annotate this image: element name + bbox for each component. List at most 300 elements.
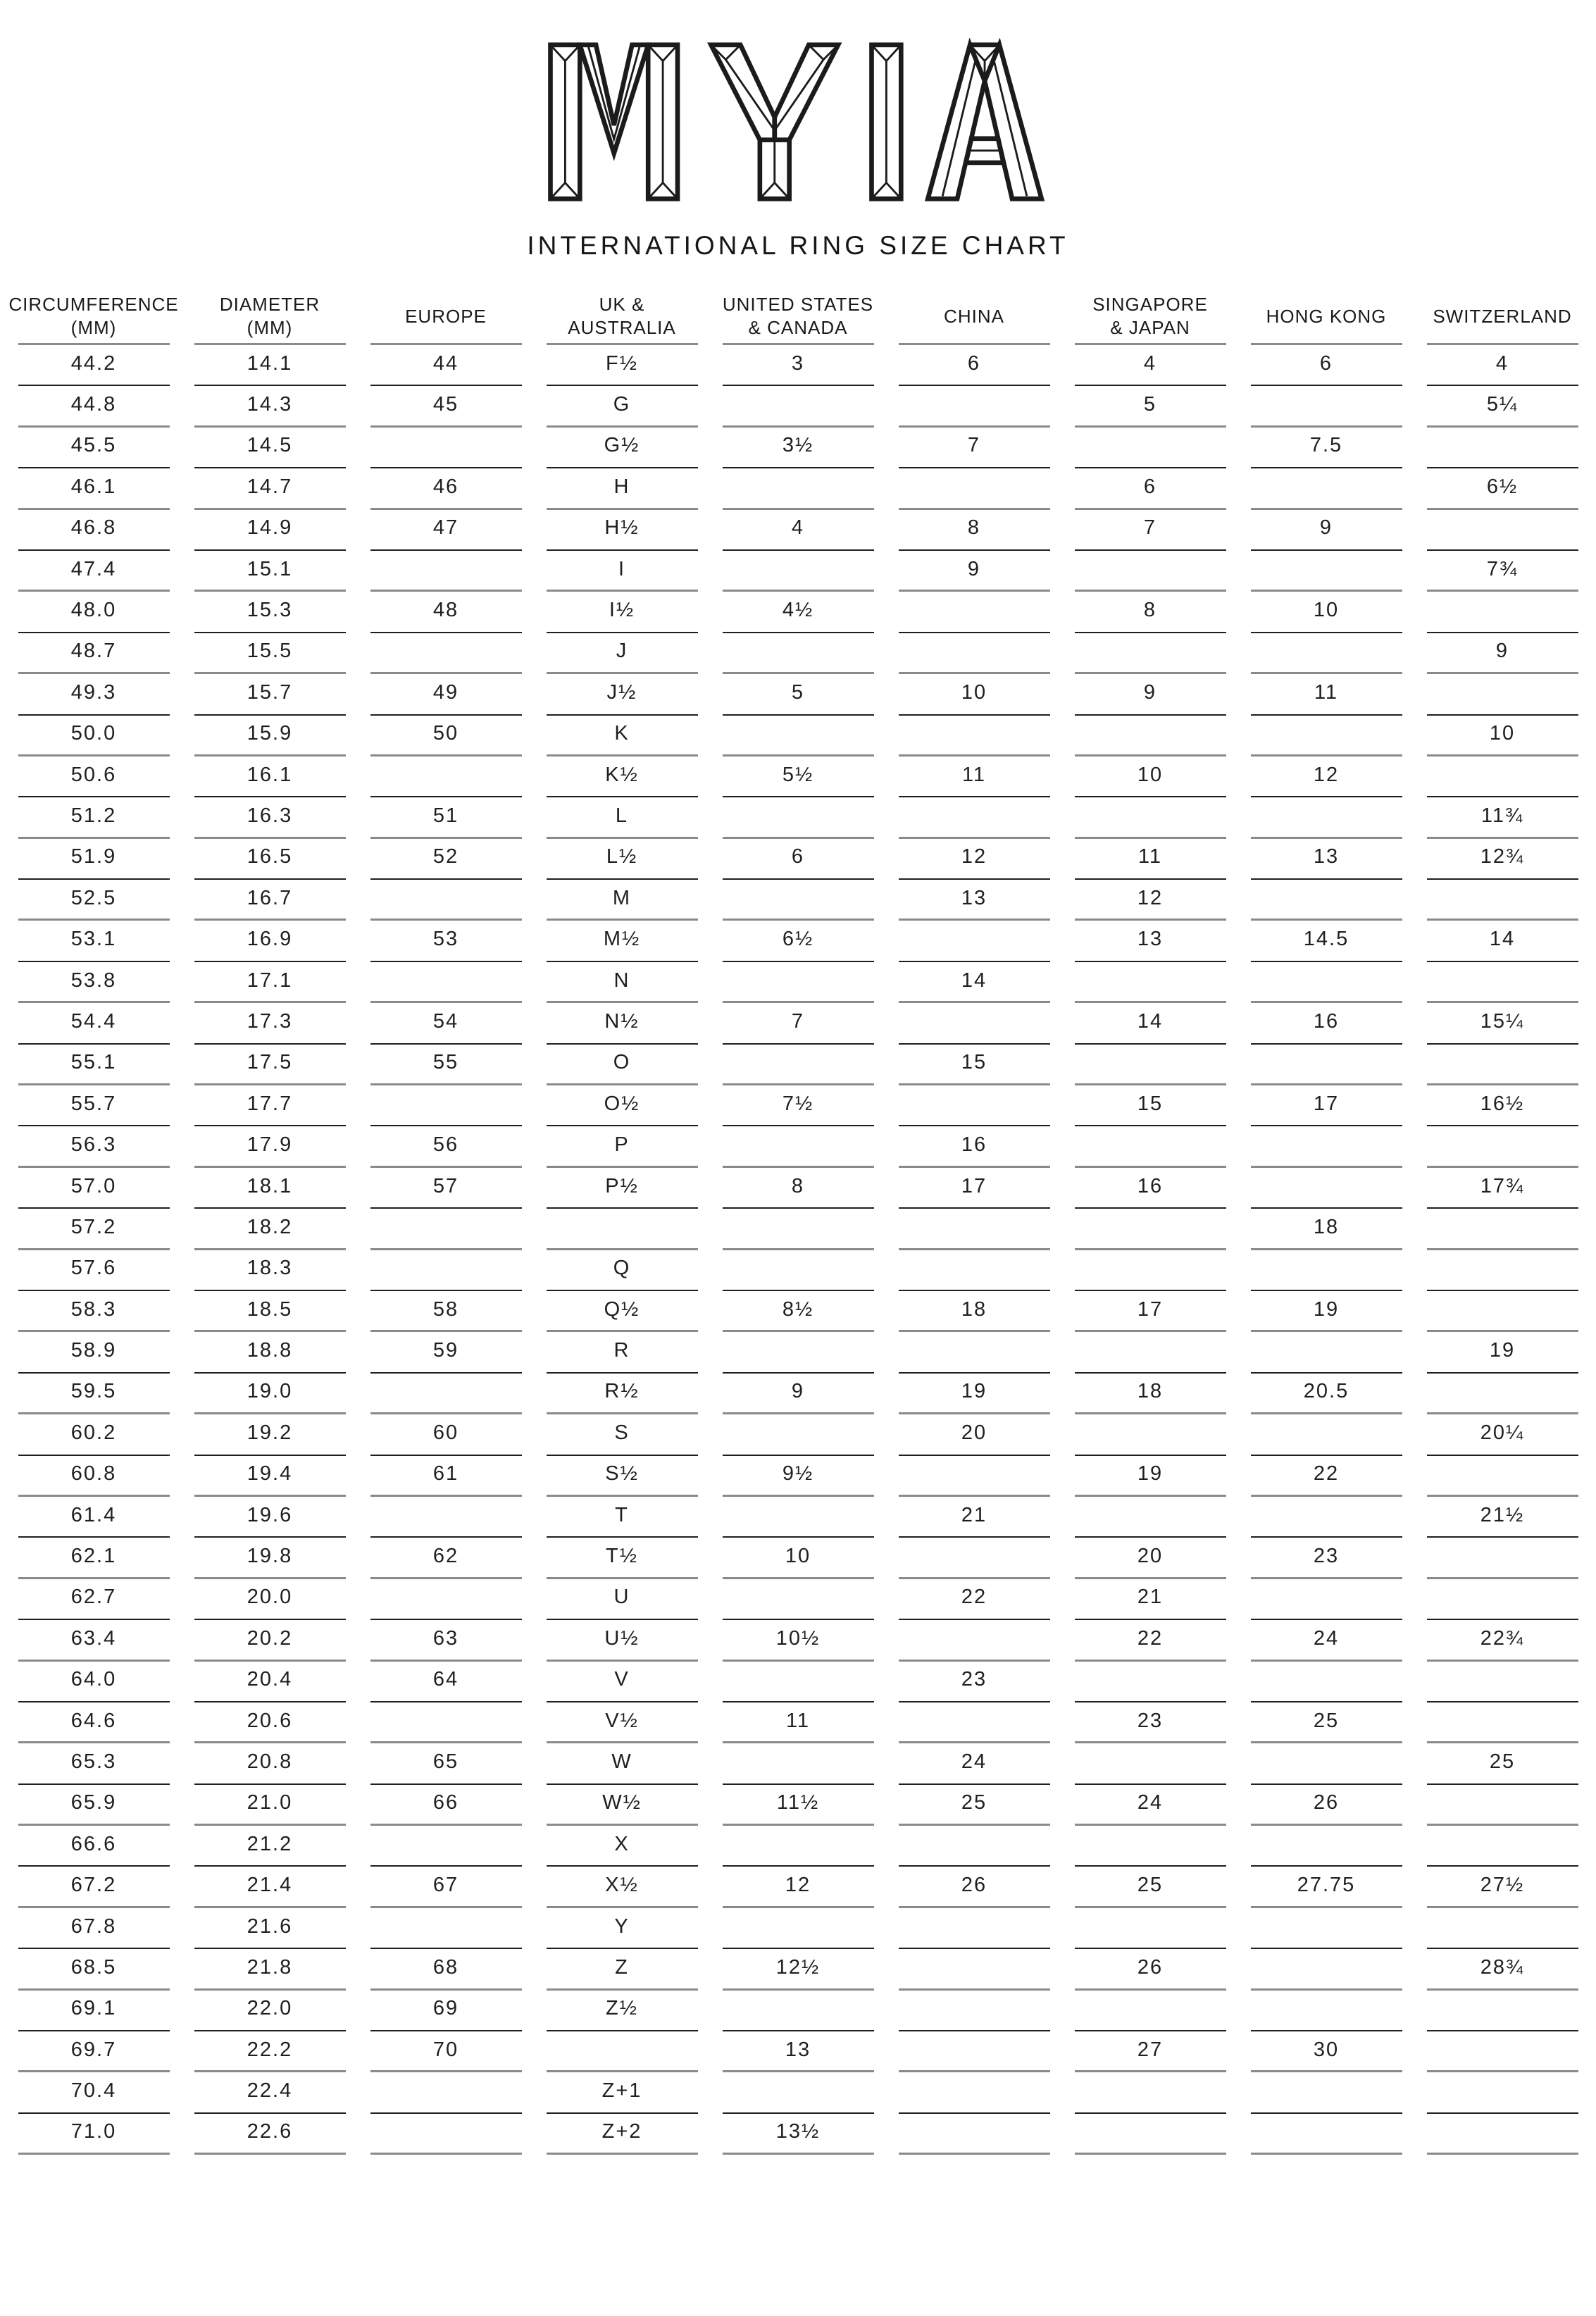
table-row [6,1867,1590,1907]
cell-circumference: 58.9 [6,1332,182,1373]
cell-us-canada: 10½ [710,1620,886,1661]
cell-diameter: 16.5 [182,839,358,880]
cell-europe: 47 [358,510,534,551]
cell-singapore-japan [1062,551,1238,592]
column-header-china [886,287,1062,345]
table-header-row [6,287,1590,345]
table-row [6,716,1590,757]
cell-switzerland: 7¾ [1414,551,1590,592]
cell-us-canada [710,1497,886,1538]
cell-singapore-japan [1062,1332,1238,1373]
cell-diameter: 20.0 [182,1579,358,1620]
cell-hong-kong [1238,1045,1414,1085]
cell-singapore-japan: 4 [1062,345,1238,386]
cell-circumference: 65.9 [6,1785,182,1826]
cell-uk-australia: H [534,468,710,509]
cell-switzerland [1414,2072,1590,2113]
cell-us-canada: 13½ [710,2114,886,2155]
cell-hong-kong [1238,1662,1414,1702]
cell-china: 14 [886,962,1062,1003]
cell-uk-australia: T [534,1497,710,1538]
cell-switzerland: 12¾ [1414,839,1590,880]
cell-singapore-japan [1062,716,1238,757]
table-row [6,1949,1590,1990]
cell-us-canada: 6½ [710,921,886,961]
cell-circumference: 65.3 [6,1743,182,1784]
cell-us-canada: 13 [710,2031,886,2072]
cell-hong-kong: 30 [1238,2031,1414,2072]
cell-switzerland: 5¼ [1414,386,1590,427]
table-row [6,510,1590,551]
cell-china [886,1949,1062,1990]
cell-switzerland [1414,1702,1590,1743]
cell-singapore-japan [1062,633,1238,674]
cell-circumference: 57.6 [6,1250,182,1291]
table-row [6,674,1590,715]
cell-hong-kong: 17 [1238,1085,1414,1126]
cell-switzerland: 6½ [1414,468,1590,509]
cell-diameter: 19.8 [182,1538,358,1579]
table-row [6,2031,1590,2072]
cell-switzerland [1414,2114,1590,2155]
cell-singapore-japan [1062,1908,1238,1949]
cell-uk-australia: Q [534,1250,710,1291]
cell-circumference: 63.4 [6,1620,182,1661]
cell-hong-kong: 19 [1238,1291,1414,1332]
cell-switzerland [1414,1250,1590,1291]
cell-switzerland [1414,1456,1590,1497]
cell-circumference: 53.1 [6,921,182,961]
cell-china: 20 [886,1414,1062,1455]
cell-europe: 52 [358,839,534,880]
cell-diameter: 15.5 [182,633,358,674]
cell-europe: 68 [358,1949,534,1990]
cell-china [886,1003,1062,1044]
cell-switzerland [1414,757,1590,797]
cell-uk-australia [534,1209,710,1250]
cell-switzerland: 27½ [1414,1867,1590,1907]
cell-europe: 46 [358,468,534,509]
cell-hong-kong [1238,1908,1414,1949]
cell-circumference: 71.0 [6,2114,182,2155]
cell-circumference: 49.3 [6,674,182,715]
cell-china [886,1620,1062,1661]
cell-europe: 54 [358,1003,534,1044]
cell-singapore-japan: 19 [1062,1456,1238,1497]
cell-us-canada [710,1414,886,1455]
cell-hong-kong: 22 [1238,1456,1414,1497]
page-title: INTERNATIONAL RING SIZE CHART [527,231,1069,260]
cell-us-canada: 4½ [710,592,886,633]
cell-china: 8 [886,510,1062,551]
cell-uk-australia: G½ [534,428,710,468]
cell-singapore-japan: 27 [1062,2031,1238,2072]
cell-diameter: 21.6 [182,1908,358,1949]
column-header-line: SINGAPORE [1092,294,1208,315]
cell-hong-kong: 6 [1238,345,1414,386]
table-row [6,1908,1590,1949]
cell-diameter: 14.5 [182,428,358,468]
cell-circumference: 69.1 [6,1991,182,2031]
cell-switzerland: 10 [1414,716,1590,757]
cell-uk-australia: M [534,880,710,921]
column-header-switzerland [1414,287,1590,345]
cell-china: 19 [886,1374,1062,1414]
column-header-line: (MM) [70,317,117,338]
cell-switzerland [1414,428,1590,468]
cell-switzerland: 11¾ [1414,797,1590,838]
cell-uk-australia: V [534,1662,710,1702]
cell-singapore-japan: 13 [1062,921,1238,961]
cell-diameter: 18.8 [182,1332,358,1373]
cell-diameter: 16.9 [182,921,358,961]
cell-europe: 60 [358,1414,534,1455]
cell-hong-kong [1238,1991,1414,2031]
cell-singapore-japan: 9 [1062,674,1238,715]
cell-circumference: 57.2 [6,1209,182,1250]
cell-us-canada [710,1209,886,1250]
cell-hong-kong: 16 [1238,1003,1414,1044]
cell-us-canada: 12 [710,1867,886,1907]
cell-hong-kong [1238,2114,1414,2155]
cell-uk-australia: Z½ [534,1991,710,2031]
cell-switzerland [1414,1538,1590,1579]
cell-china: 9 [886,551,1062,592]
logo-letter-i [872,45,902,199]
cell-diameter: 17.7 [182,1085,358,1126]
cell-uk-australia: U [534,1579,710,1620]
cell-hong-kong: 11 [1238,674,1414,715]
cell-uk-australia: X [534,1826,710,1867]
cell-us-canada: 10 [710,1538,886,1579]
cell-diameter: 18.2 [182,1209,358,1250]
cell-singapore-japan: 26 [1062,1949,1238,1990]
cell-europe [358,2114,534,2155]
table-row [6,797,1590,838]
cell-switzerland: 22¾ [1414,1620,1590,1661]
table-row [6,2114,1590,2155]
cell-us-canada [710,1743,886,1784]
cell-diameter: 21.0 [182,1785,358,1826]
cell-europe: 49 [358,674,534,715]
cell-switzerland [1414,510,1590,551]
column-header-line: UNITED STATES [722,294,874,315]
table-row [6,1743,1590,1784]
cell-us-canada: 4 [710,510,886,551]
cell-china [886,797,1062,838]
cell-china [886,1826,1062,1867]
column-header-line: & JAPAN [1110,317,1190,338]
cell-diameter: 15.9 [182,716,358,757]
cell-uk-australia: O½ [534,1085,710,1126]
cell-us-canada [710,1662,886,1702]
cell-circumference: 50.0 [6,716,182,757]
cell-singapore-japan: 14 [1062,1003,1238,1044]
cell-china [886,468,1062,509]
cell-singapore-japan [1062,1826,1238,1867]
cell-switzerland [1414,592,1590,633]
cell-circumference: 67.2 [6,1867,182,1907]
cell-singapore-japan [1062,1045,1238,1085]
cell-circumference: 62.7 [6,1579,182,1620]
cell-hong-kong: 14.5 [1238,921,1414,961]
cell-europe: 44 [358,345,534,386]
cell-uk-australia: Q½ [534,1291,710,1332]
cell-europe: 59 [358,1332,534,1373]
cell-china [886,386,1062,427]
column-header-line: CIRCUMFERENCE [8,294,179,315]
cell-us-canada: 11 [710,1702,886,1743]
cell-singapore-japan: 24 [1062,1785,1238,1826]
cell-china [886,592,1062,633]
table-row [6,1126,1590,1167]
cell-china [886,1209,1062,1250]
cell-diameter: 20.4 [182,1662,358,1702]
cell-europe: 55 [358,1045,534,1085]
cell-china [886,1538,1062,1579]
cell-diameter: 20.2 [182,1620,358,1661]
cell-diameter: 16.7 [182,880,358,921]
table-row [6,1168,1590,1209]
cell-us-canada [710,1332,886,1373]
table-row [6,1456,1590,1497]
cell-switzerland: 19 [1414,1332,1590,1373]
cell-switzerland [1414,1785,1590,1826]
cell-hong-kong [1238,1126,1414,1167]
cell-europe: 51 [358,797,534,838]
cell-china [886,1085,1062,1126]
column-header-line: SWITZERLAND [1433,305,1572,327]
cell-china [886,1456,1062,1497]
table-row [6,1538,1590,1579]
cell-diameter: 19.4 [182,1456,358,1497]
cell-china: 15 [886,1045,1062,1085]
cell-diameter: 21.8 [182,1949,358,1990]
cell-switzerland [1414,962,1590,1003]
cell-diameter: 19.2 [182,1414,358,1455]
cell-circumference: 44.8 [6,386,182,427]
cell-diameter: 16.3 [182,797,358,838]
cell-us-canada: 9 [710,1374,886,1414]
cell-circumference: 48.7 [6,633,182,674]
cell-china: 21 [886,1497,1062,1538]
cell-singapore-japan [1062,1414,1238,1455]
cell-europe [358,1085,534,1126]
cell-singapore-japan: 22 [1062,1620,1238,1661]
table-row [6,386,1590,427]
column-header-line: AUSTRALIA [568,317,676,338]
cell-diameter: 22.4 [182,2072,358,2113]
cell-us-canada: 5½ [710,757,886,797]
cell-hong-kong: 23 [1238,1538,1414,1579]
cell-switzerland: 21½ [1414,1497,1590,1538]
cell-singapore-japan: 12 [1062,880,1238,921]
column-header-singapore-japan [1062,287,1238,345]
cell-circumference: 62.1 [6,1538,182,1579]
column-header-circumference [6,287,182,345]
cell-circumference: 52.5 [6,880,182,921]
cell-circumference: 53.8 [6,962,182,1003]
cell-diameter: 17.3 [182,1003,358,1044]
cell-uk-australia: S [534,1414,710,1455]
column-header-line: HONG KONG [1266,305,1387,327]
cell-hong-kong [1238,1250,1414,1291]
cell-uk-australia: L [534,797,710,838]
cell-circumference: 66.6 [6,1826,182,1867]
table-row [6,551,1590,592]
column-header-hong-kong [1238,287,1414,345]
cell-hong-kong: 7.5 [1238,428,1414,468]
cell-diameter: 22.2 [182,2031,358,2072]
cell-singapore-japan: 25 [1062,1867,1238,1907]
cell-switzerland [1414,1374,1590,1414]
cell-hong-kong [1238,1168,1414,1209]
cell-uk-australia: K½ [534,757,710,797]
cell-uk-australia: N [534,962,710,1003]
cell-switzerland [1414,1209,1590,1250]
cell-us-canada: 11½ [710,1785,886,1826]
cell-china [886,633,1062,674]
table-row [6,962,1590,1003]
table-row [6,1045,1590,1085]
cell-china [886,716,1062,757]
cell-singapore-japan: 7 [1062,510,1238,551]
cell-singapore-japan: 15 [1062,1085,1238,1126]
cell-europe [358,1702,534,1743]
cell-europe: 53 [358,921,534,961]
cell-hong-kong [1238,1414,1414,1455]
cell-us-canada [710,1908,886,1949]
cell-hong-kong: 10 [1238,592,1414,633]
column-header-line: DIAMETER [219,294,320,315]
cell-hong-kong [1238,962,1414,1003]
cell-uk-australia: O [534,1045,710,1085]
cell-europe [358,1374,534,1414]
cell-us-canada: 6 [710,839,886,880]
cell-china [886,2031,1062,2072]
cell-europe: 64 [358,1662,534,1702]
cell-china: 25 [886,1785,1062,1826]
cell-europe [358,880,534,921]
cell-us-canada: 5 [710,674,886,715]
cell-uk-australia: P [534,1126,710,1167]
cell-singapore-japan [1062,2072,1238,2113]
cell-hong-kong: 13 [1238,839,1414,880]
cell-diameter: 16.1 [182,757,358,797]
cell-us-canada: 8½ [710,1291,886,1332]
cell-europe [358,633,534,674]
cell-circumference: 45.5 [6,428,182,468]
table-row [6,880,1590,921]
cell-uk-australia: J [534,633,710,674]
cell-us-canada: 12½ [710,1949,886,1990]
cell-europe [358,551,534,592]
cell-singapore-japan [1062,1991,1238,2031]
cell-circumference: 60.2 [6,1414,182,1455]
cell-circumference: 51.2 [6,797,182,838]
cell-switzerland [1414,1908,1590,1949]
cell-us-canada [710,551,886,592]
cell-switzerland: 14 [1414,921,1590,961]
column-header-line: CHINA [944,305,1004,327]
cell-uk-australia: L½ [534,839,710,880]
cell-switzerland [1414,674,1590,715]
cell-uk-australia: K [534,716,710,757]
table-row [6,468,1590,509]
cell-hong-kong: 24 [1238,1620,1414,1661]
cell-singapore-japan: 17 [1062,1291,1238,1332]
cell-switzerland [1414,880,1590,921]
cell-uk-australia: J½ [534,674,710,715]
cell-hong-kong: 12 [1238,757,1414,797]
cell-singapore-japan [1062,962,1238,1003]
table-row [6,1662,1590,1702]
cell-europe: 63 [358,1620,534,1661]
cell-switzerland: 20¼ [1414,1414,1590,1455]
cell-diameter: 21.2 [182,1826,358,1867]
cell-china [886,2072,1062,2113]
cell-hong-kong [1238,551,1414,592]
cell-singapore-japan [1062,1250,1238,1291]
cell-uk-australia: V½ [534,1702,710,1743]
cell-circumference: 54.4 [6,1003,182,1044]
cell-singapore-japan: 10 [1062,757,1238,797]
cell-circumference: 48.0 [6,592,182,633]
cell-us-canada [710,1250,886,1291]
cell-diameter: 17.5 [182,1045,358,1085]
cell-uk-australia: I [534,551,710,592]
cell-europe [358,1497,534,1538]
cell-circumference: 64.0 [6,1662,182,1702]
cell-singapore-japan [1062,797,1238,838]
cell-switzerland [1414,1826,1590,1867]
column-header-diameter [182,287,358,345]
table-row [6,1702,1590,1743]
cell-diameter: 22.6 [182,2114,358,2155]
table-row [6,1414,1590,1455]
cell-europe [358,428,534,468]
cell-europe [358,1908,534,1949]
cell-china [886,921,1062,961]
cell-us-canada: 3 [710,345,886,386]
cell-singapore-japan: 16 [1062,1168,1238,1209]
cell-switzerland: 4 [1414,345,1590,386]
cell-china: 10 [886,674,1062,715]
cell-hong-kong [1238,1949,1414,1990]
cell-uk-australia: W [534,1743,710,1784]
cell-us-canada [710,633,886,674]
cell-circumference: 64.6 [6,1702,182,1743]
cell-us-canada: 7½ [710,1085,886,1126]
cell-china: 18 [886,1291,1062,1332]
cell-circumference: 60.8 [6,1456,182,1497]
cell-us-canada [710,1826,886,1867]
cell-uk-australia: Z [534,1949,710,1990]
cell-hong-kong: 26 [1238,1785,1414,1826]
cell-uk-australia: R [534,1332,710,1373]
cell-europe: 58 [358,1291,534,1332]
cell-us-canada [710,1126,886,1167]
cell-hong-kong [1238,468,1414,509]
cell-switzerland: 16½ [1414,1085,1590,1126]
cell-diameter: 15.3 [182,592,358,633]
cell-us-canada [710,1579,886,1620]
cell-europe [358,1209,534,1250]
cell-us-canada [710,468,886,509]
table-row [6,633,1590,674]
cell-singapore-japan: 18 [1062,1374,1238,1414]
cell-uk-australia: Z+2 [534,2114,710,2155]
